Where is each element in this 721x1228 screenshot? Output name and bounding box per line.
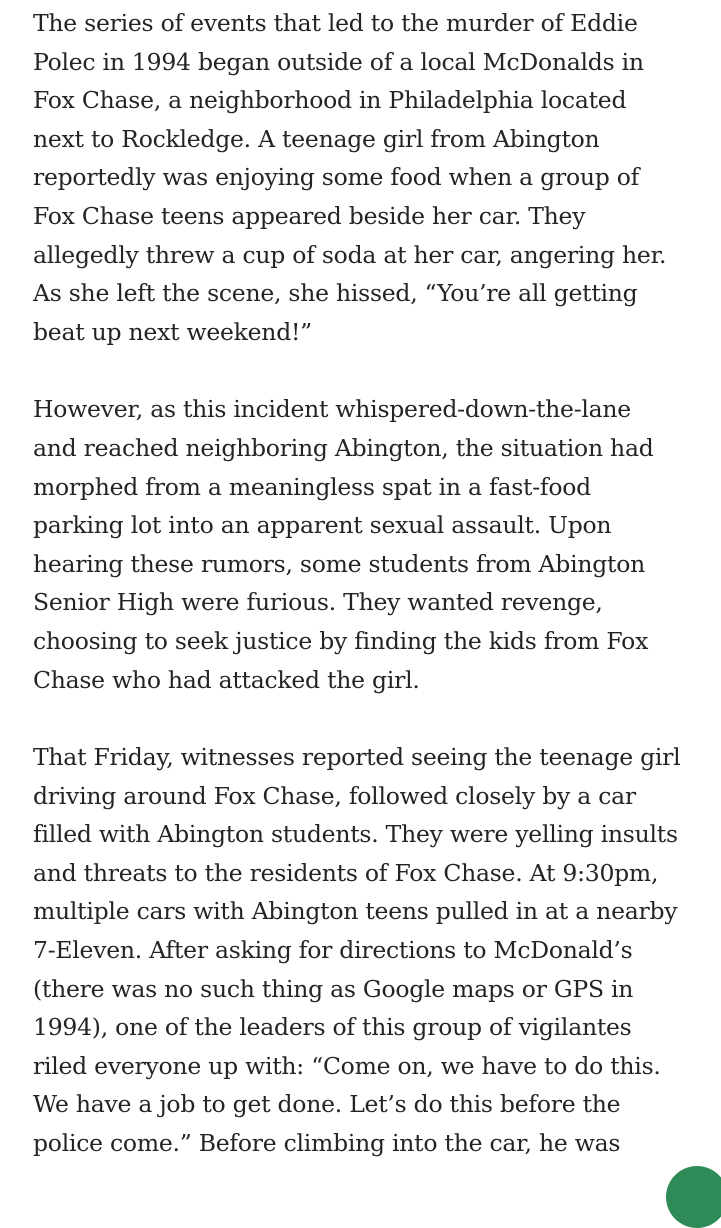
text-line: driving around Fox Chase, followed closely by a car [33,781,636,810]
text-line: Senior High were furious. They wanted revenge, [33,588,603,617]
text-line: Polec in 1994 began outside of a local McDonalds in [33,47,644,76]
text-line: parking lot into an apparent sexual assault. Upon [33,511,612,540]
paragraph-gap [33,699,708,738]
text-line: morphed from a meaningless spat in a fast-food [33,472,591,501]
text-line: 7-Eleven. After asking for directions to McDonald’s [33,936,633,965]
paragraph-3 [33,738,708,1163]
text-line: choosing to seek justice by finding the kids from Fox [33,626,649,655]
text-line: next to Rockledge. A teenage girl from Abington [33,124,600,153]
text-line: (there was no such thing as Google maps or GPS in [33,974,634,1003]
text-line: allegedly threw a cup of soda at her car, angering her. [33,240,667,269]
text-line: Chase who had attacked the girl. [33,665,420,694]
text-line: multiple cars with Abington teens pulled in at a nearby [33,897,678,926]
text-line: reportedly was enjoying some food when a group of [33,163,640,192]
text-line: As she left the scene, she hissed, “You’re all getting [33,279,638,308]
text-line: police come.” Before climbing into the car, he was [33,1129,621,1158]
text-line: beat up next weekend!” [33,317,312,346]
text-line: We have a job to get done. Let’s do this before the [33,1090,621,1119]
paragraph-gap [33,351,708,390]
text-line: The series of events that led to the murder of Eddie [33,9,638,37]
article-body [33,0,708,1163]
paragraph-1 [33,4,708,351]
text-line: and threats to the residents of Fox Chase. At 9:30pm, [33,858,659,887]
text-line: and reached neighboring Abington, the situation had [33,433,654,462]
text-line: 1994), one of the leaders of this group of vigilantes [33,1013,632,1042]
text-line: riled everyone up with: “Come on, we have to do this. [33,1051,661,1080]
text-line: hearing these rumors, some students from Abington [33,549,645,578]
text-line: Fox Chase teens appeared beside her car. They [33,201,586,230]
text-line: However, as this incident whispered-down-the-lane [33,395,631,424]
text-line: filled with Abington students. They were yelling insults [33,820,678,849]
floating-action-button[interactable] [666,1166,721,1228]
paragraph-2 [33,390,708,699]
text-line: That Friday, witnesses reported seeing the teenage girl [33,743,681,772]
text-line: Fox Chase, a neighborhood in Philadelphia located [33,86,627,115]
